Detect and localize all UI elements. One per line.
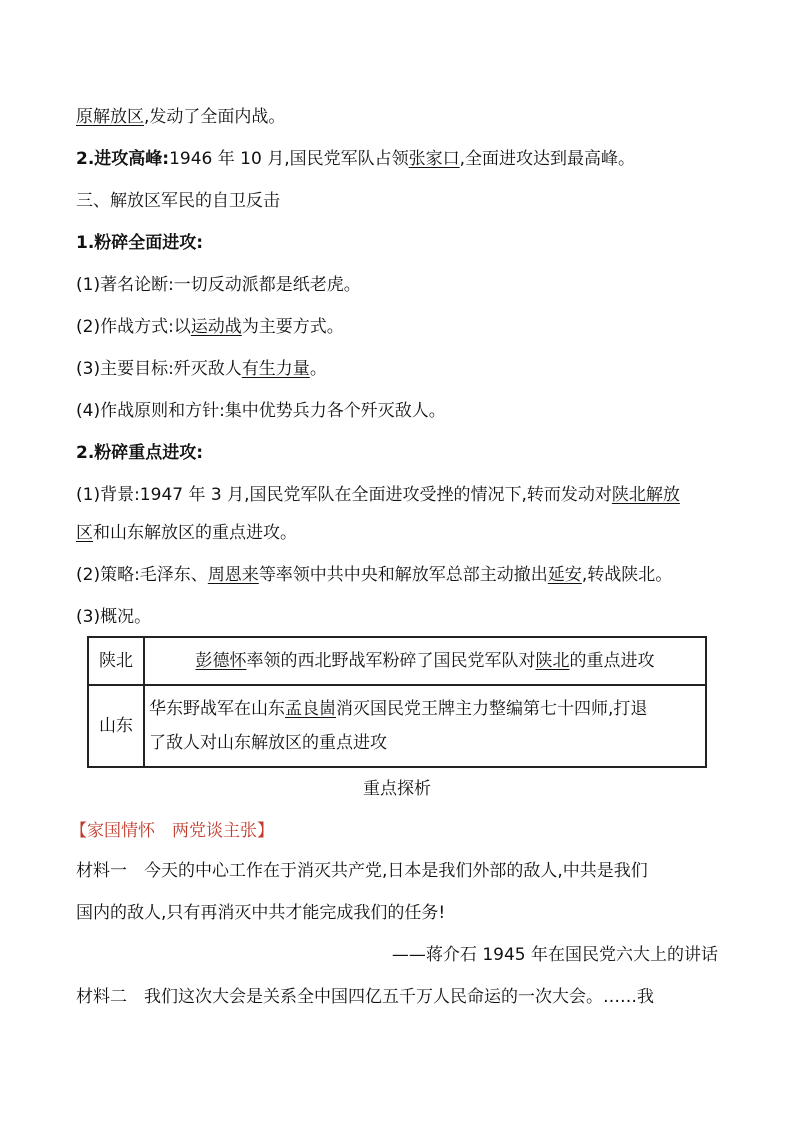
- text: (1)背景:1947 年 3 月,国民党军队在全面进攻受挫的情况下,转而发动对: [76, 485, 612, 505]
- list-item: (4)作战原则和方针:集中优势兵力各个歼灭敌人。: [76, 401, 446, 421]
- underlined-term: 陕北: [535, 651, 570, 671]
- text: 消灭国民党王牌主力整编第七十四师,打退: [336, 699, 648, 719]
- region-cell: 山东: [88, 685, 144, 767]
- subheading: 1.粉碎全面进攻:: [76, 233, 204, 253]
- text: 为主要方式。: [241, 317, 344, 337]
- material-source: ——蒋介石 1945 年在国民党六大上的讲话: [391, 945, 718, 965]
- region-cell: 陕北: [88, 637, 144, 685]
- underlined-term: 延安: [547, 565, 582, 585]
- text: (2)策略:毛泽东、: [76, 565, 208, 585]
- underlined-term: 孟良崮: [285, 699, 336, 719]
- text: 的重点进攻: [569, 651, 655, 671]
- underlined-term: 张家口: [408, 149, 460, 169]
- text: (3)主要目标:歼灭敌人: [76, 359, 242, 379]
- item-label: 2.进攻高峰:: [76, 149, 170, 169]
- underlined-term: 有生力量: [241, 359, 310, 379]
- paragraph-line: [76, 482, 680, 508]
- subheading: 2.粉碎重点进攻:: [76, 443, 204, 463]
- material-line: 材料二 我们这次大会是关系全中国四亿五千万人民命运的一次大会。……我: [76, 987, 654, 1007]
- list-item: (1)著名论断:一切反动派都是纸老虎。: [76, 275, 361, 295]
- underlined-term: 陕北解放: [611, 485, 680, 505]
- text: ,全面进攻达到最高峰。: [459, 149, 636, 169]
- text: (2)作战方式:以: [76, 317, 191, 337]
- underlined-term: 区: [76, 523, 93, 543]
- material-line: 国内的敌人,只有再消灭中共才能完成我们的任务!: [76, 903, 446, 923]
- underlined-term: 原解放区: [76, 107, 144, 127]
- paragraph-line: [76, 520, 297, 546]
- list-item: (3)概况。: [76, 607, 152, 627]
- text: 了敌人对山东解放区的重点进攻: [149, 733, 387, 753]
- list-item: [76, 314, 344, 340]
- peak-line: [76, 146, 635, 172]
- paragraph-line: [76, 562, 672, 588]
- underlined-term: 周恩来: [207, 565, 259, 585]
- text: ,转战陕北。: [581, 565, 673, 585]
- text: 1946 年 10 月,国民党军队占领: [169, 149, 409, 169]
- table-row: [88, 685, 706, 767]
- text: 。: [309, 359, 327, 379]
- section-title: 重点探析: [363, 779, 431, 799]
- section-heading: 三、解放区军民的自卫反击: [76, 191, 280, 211]
- description-cell: [144, 685, 706, 767]
- list-item: [76, 356, 327, 382]
- text: 华东野战军在山东: [149, 699, 285, 719]
- material-line: 材料一 今天的中心工作在于消灭共产党,日本是我们外部的敌人,中共是我们: [76, 861, 648, 881]
- text: 和山东解放区的重点进攻。: [93, 523, 297, 543]
- text: ,发动了全面内战。: [144, 107, 286, 127]
- underlined-term: 运动战: [190, 317, 242, 337]
- description-cell: [144, 637, 706, 685]
- table-row: [88, 637, 706, 685]
- topic-tag: 【家国情怀 两党谈主张】: [70, 821, 274, 841]
- text: 等率领中共中央和解放军总部主动撤出: [258, 565, 548, 585]
- paragraph-line: [76, 104, 285, 130]
- overview-table: [87, 636, 707, 768]
- underlined-term: 彭德怀: [195, 651, 247, 671]
- text: 率领的西北野战军粉碎了国民党军队对: [246, 651, 536, 671]
